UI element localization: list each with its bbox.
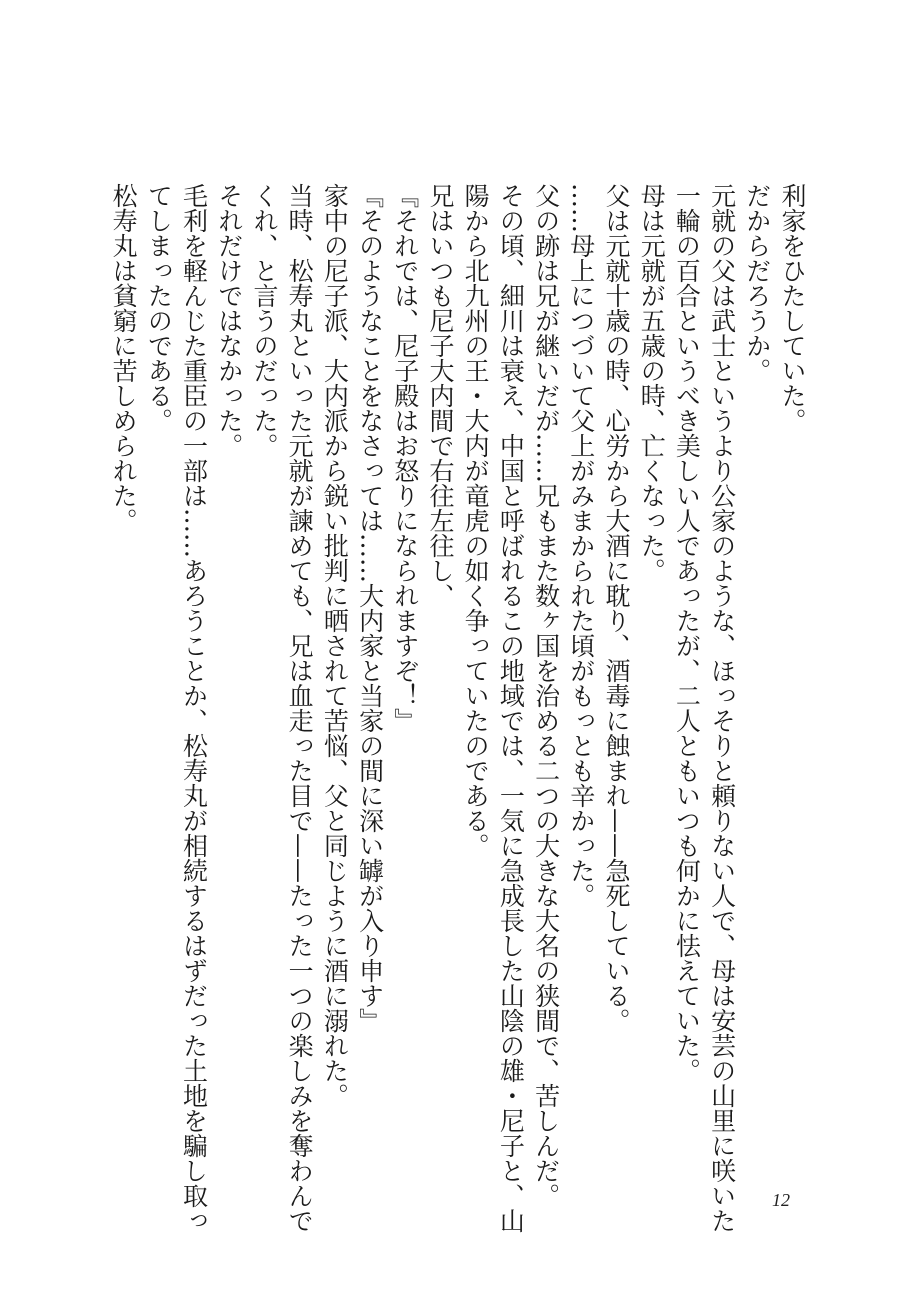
text-line: 兄はいつも尼子大内間で右往左往し、 [425,183,455,608]
text-line: 家中の尼子派、大内派から鋭い批判に晒されて苦悩、父と同じように酒に溺れた。 [320,183,350,1108]
text-line: 父は元就十歳の時、心労から大酒に耽り、酒毒に蝕まれ——急死している。 [601,183,631,1033]
text-line: 『それでは、尼子殿はお怒りになられますぞ！』 [390,183,420,733]
page-number: 12 [772,1190,790,1210]
text-line: くれ、と言うのだった。 [249,183,279,458]
text-line: それだけではなかった。 [214,183,244,458]
text-line: 毛利を軽んじた重臣の一部は……あろうことか、松寿丸が相続するはずだった土地を騙し取っ [179,183,209,1233]
text-line: だからだろうか。 [742,183,772,383]
text-line: 利家をひたしていた。 [778,183,807,433]
text-line: 元就の父は武士というより公家のような、ほっそりと頼りない人で、母は安芸の山里に咲いた [707,183,737,1233]
text-line: てしまったのである。 [144,183,174,433]
text-line: 陽から北九州の王・大内が竜虎の如く争っていたのである。 [461,183,491,858]
text-line: 当時、松寿丸といった元就が諫めても、兄は血走った目で——たった一つの楽しみを奪わんで [285,183,315,1233]
text-line: その頃、細川は衰え、中国と呼ばれるこの地域では、一気に急成長した山陰の雄・尼子と、山 [496,183,526,1233]
text-line: 一輪の百合というべき美しい人であったが、二人ともいつも何かに怯えていた。 [672,183,702,1083]
text-line: 父の跡は兄が継いだが……兄もまた数ヶ国を治める二つの大きな大名の狭間で、苦しんだ。 [531,183,561,1208]
text-line: 松寿丸は貧窮に苦しめられた。 [109,183,139,533]
text-line: ……母上につづいて父上がみまかられた頃がもっとも辛かった。 [566,183,596,908]
text-line: 母は元就が五歳の時、亡くなった。 [637,183,667,583]
text-line: 『そのようなことをなさっては……大内家と当家の間に深い罅が入り申す』 [355,183,385,1033]
